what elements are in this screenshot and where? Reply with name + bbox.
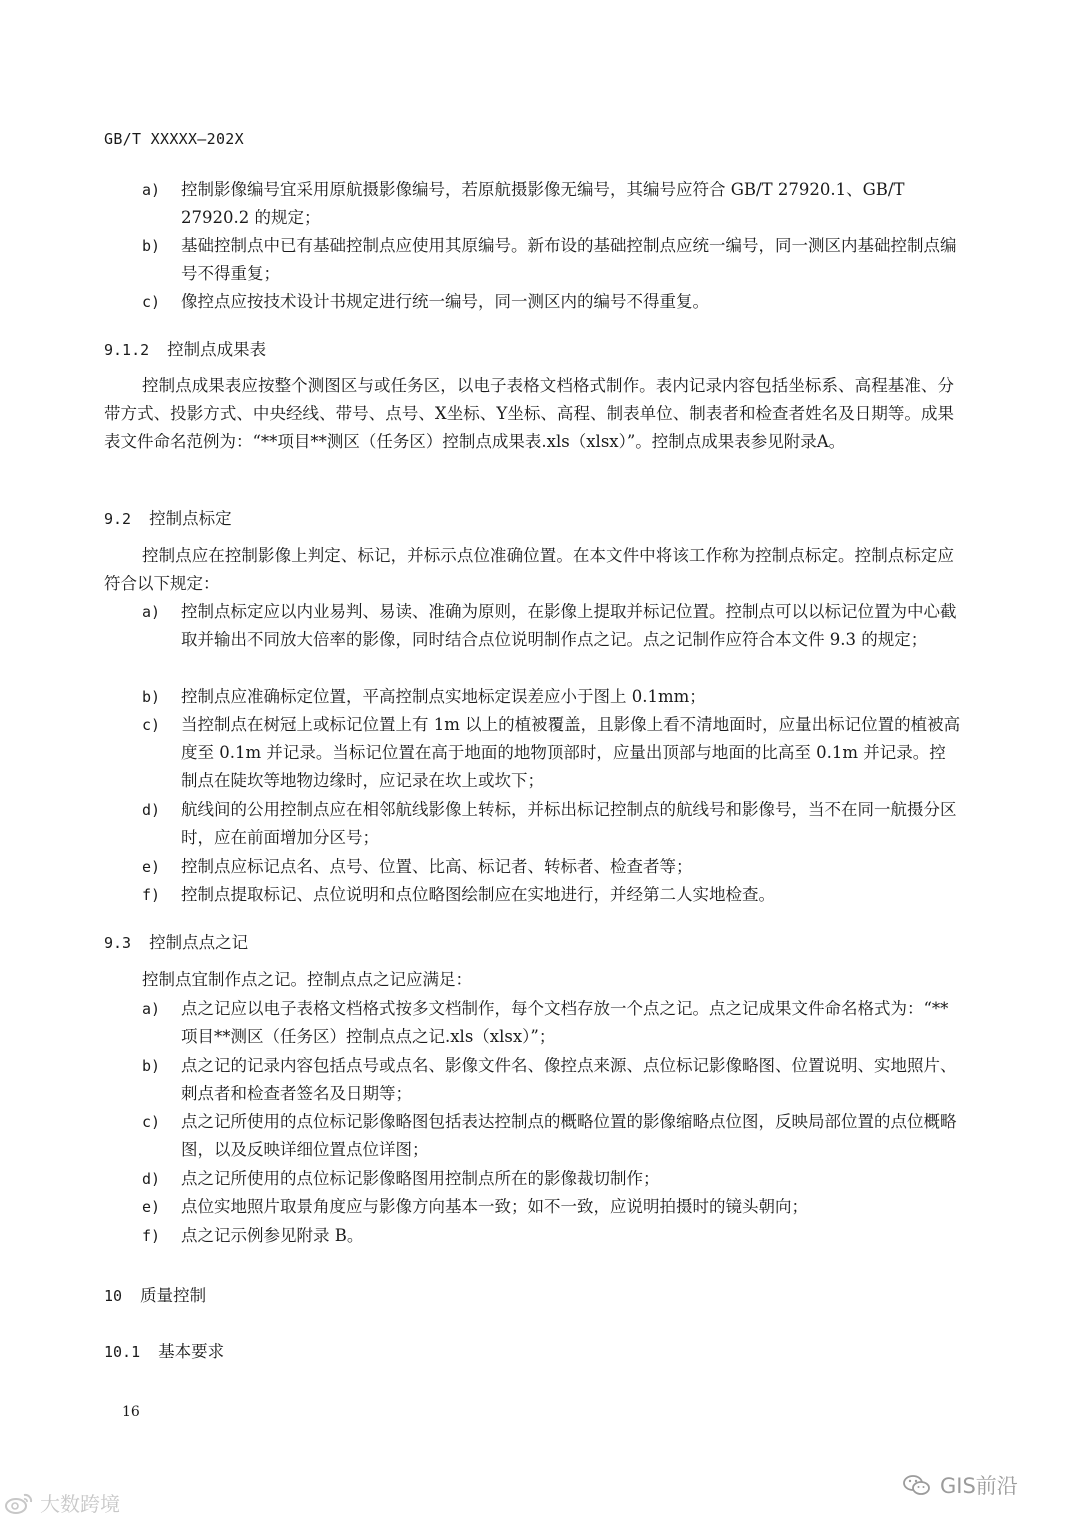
item-text: 控制点应标记点名、点号、位置、比高、标记者、转标者、检查者等； [181,857,693,876]
item-text: 点之记示例参见附录 B。 [181,1226,364,1245]
item-text: 控制点应准确标定位置，平高控制点实地标定误差应小于图上 0.1mm； [181,687,706,706]
list-item [142,288,962,316]
item-text: 点之记所使用的点位标记影像略图用控制点所在的影像裁切制作； [181,1169,660,1188]
list-item [142,598,962,682]
section-heading-9-1-2 [104,336,266,360]
list-item [142,683,962,711]
item-label: a) [142,181,161,199]
section-heading-10-1 [104,1338,224,1362]
section-heading-10 [104,1282,206,1306]
item-label: c) [142,716,161,734]
list-item [142,853,962,881]
section-title: 基本要求 [158,1342,225,1361]
watermark-left [4,1488,120,1517]
section-heading-9-2 [104,505,232,529]
item-text: 点之记应以电子表格文档格式按多文档制作，每个文档存放一个点之记。点之记成果文件命名格式为：“**项目**测区（任务区）控制点点之记.xls（xlsx）”； [181,999,949,1046]
section-title: 控制点成果表 [167,340,267,359]
item-label: a) [142,1000,161,1018]
item-text: 控制影像编号宜采用原航摄影像编号，若原航摄影像无编号，其编号应符合 GB/T 27920.1、GB/T 27920.2 的规定； [181,180,905,227]
item-text: 点位实地照片取景角度应与影像方向基本一致；如不一致，应说明拍摄时的镜头朝向； [181,1197,808,1216]
watermark-right [902,1470,1018,1500]
watermark-right-text: GIS前沿 [940,1474,1018,1498]
section-number: 9.2 [104,510,132,528]
list-item [142,1052,962,1108]
item-label: f) [142,1227,161,1245]
list-item [142,1108,962,1164]
item-text: 点之记的记录内容包括点号或点名、影像文件名、像控点来源、点位标记影像略图、位置说明、实地照片、刺点者和检查者签名及日期等； [181,1056,957,1103]
list-item [142,711,962,795]
standard-code-header: GB/T XXXXX—202X [104,130,244,148]
list-item [142,232,962,288]
section-number: 9.1.2 [104,341,150,359]
section-title: 质量控制 [140,1286,207,1305]
watermark-left-text: 大数跨境 [40,1492,120,1516]
item-text: 基础控制点中已有基础控制点应使用其原编号。新布设的基础控制点应统一编号，同一测区内基础控制点编号不得重复； [181,236,957,283]
list-item [142,995,962,1051]
weibo-logo-icon [4,1491,34,1515]
item-text: 控制点标定应以内业易判、易读、准确为原则，在影像上提取并标记位置。控制点可以以标记位置为中心截取并输出不同放大倍率的影像，同时结合点位说明制作点之记。点之记制作应符合本文件 9.3 的规定； [181,602,957,649]
list-item [142,1222,962,1250]
item-text: 控制点提取标记、点位说明和点位略图绘制应在实地进行，并经第二人实地检查。 [181,885,775,904]
list-item [142,881,962,909]
item-text: 像控点应按技术设计书规定进行统一编号，同一测区内的编号不得重复。 [181,292,709,311]
item-label: b) [142,688,161,706]
paragraph: 控制点成果表应按整个测图区与或任务区，以电子表格文档格式制作。表内记录内容包括坐标系、高程基准、分带方式、投影方式、中央经线、带号、点号、X坐标、Y坐标、高程、制表单位、制表者和检查者姓名及日期等。成果表文件命名范例为：“**项目**测区（任务区）控制点成果表.xls（xlsx）”。控制点成果表参见附录A。 [104,376,954,451]
section-number: 10 [104,1287,123,1305]
section-title: 控制点标定 [149,509,232,528]
item-label: e) [142,1198,161,1216]
item-label: a) [142,603,161,621]
item-text: 当控制点在树冠上或标记位置上有 1m 以上的植被覆盖，且影像上看不清地面时，应量出标记位置的植被高度至 0.1m 并记录。当标记位置在高于地面的地物顶部时，应量出顶部与地面的比高至 0.1m 并记录。控制点在陡坎等地物边缘时，应记录在坎上或坎下； [181,715,961,790]
paragraph: 控制点应在控制影像上判定、标记，并标示点位准确位置。在本文件中将该工作称为控制点标定。控制点标定应符合以下规定： [104,546,954,593]
page-number: 16 [122,1404,140,1420]
item-text: 点之记所使用的点位标记影像略图包括表达控制点的概略位置的影像缩略点位图，反映局部位置的点位概略图，以及反映详细位置点位详图； [181,1112,957,1159]
item-label: b) [142,237,161,255]
item-label: d) [142,801,161,819]
item-label: d) [142,1170,161,1188]
list-item [142,1165,962,1193]
section-heading-9-3 [104,929,248,953]
item-label: f) [142,886,161,904]
wechat-logo-icon [902,1473,932,1497]
item-label: c) [142,293,161,311]
item-label: c) [142,1113,161,1131]
section-title: 控制点点之记 [149,933,249,952]
list-item [142,176,962,232]
item-text: 航线间的公用控制点应在相邻航线影像上转标，并标出标记控制点的航线号和影像号，当不在同一航摄分区时，应在前面增加分区号； [181,800,957,847]
section-number: 9.3 [104,934,132,952]
section-number: 10.1 [104,1343,141,1361]
list-item [142,796,962,852]
paragraph: 控制点宜制作点之记。控制点点之记应满足： [142,970,472,989]
item-label: b) [142,1057,161,1075]
item-label: e) [142,858,161,876]
list-item [142,1193,962,1221]
